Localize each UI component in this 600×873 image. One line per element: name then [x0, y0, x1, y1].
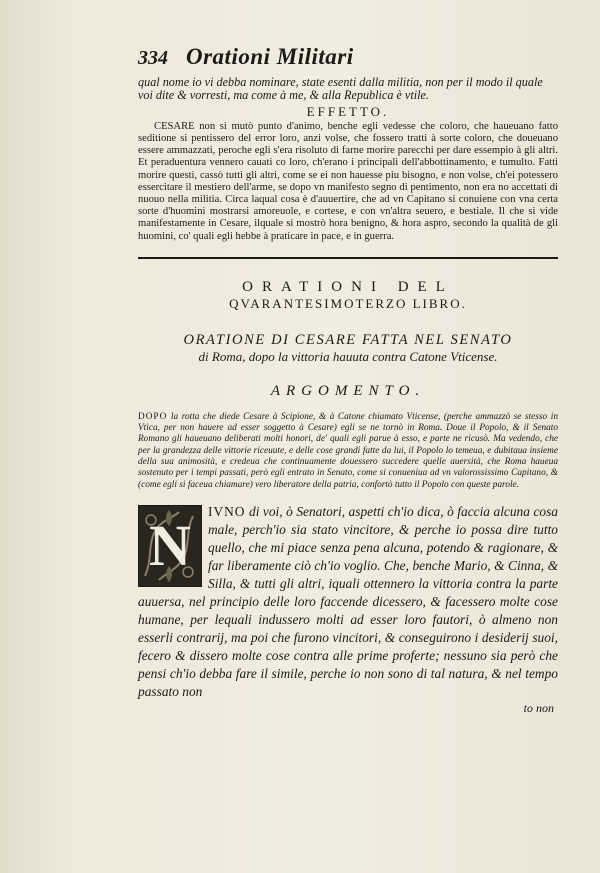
decorated-initial [138, 505, 202, 587]
effetto-paragraph: CESARE non si mutò punto d'animo, benche egli vedesse che coloro, che haueuano fatto seditione si pentissero del error loro, anzi volse, che fossero tratti à sorte coloro, che doueuano essere ammazzati, peroche egli s'era risoluto di farne morire parecchi per dare essempio à gli altri. Et peraduentura vennero cauati co loro, ch'erano i principali dell'abbottinamento, e tumulto. Fatti morire questi, cassò tutti gli altri, come se ei non hauesse piu bisogno, e non volse, ch'ei potessero essercitare il mestiero dell'arme, se dopo vn manifesto segno di pentimento, non era no accettati di nuouo nella militia. Circa laqual cosa è d'auuertire, che ad vn Capitano si conuiene con vna certa sorte d'huomini mostrarsi amoreuole, e cortese, e con vn'altra seuero, e bestiale. Il che si vide manifestamente in Cesare, ilquale si mostrò hora benigno, & hora aspro, secondo la qualità de gli huomini, co' quali egli hebbe à praticare in pace, e in guerra. [138, 120, 558, 242]
page-number: 334 [138, 47, 168, 69]
catchword: to non [523, 700, 554, 715]
section-divider [138, 257, 558, 259]
argomento-heading: ARGOMENTO. [270, 382, 426, 399]
previous-oration-ending: qual nome io vi debba nominare, state esenti dalla militia, non per il modo il quale voi dite & vorresti, ma come à me, & alla Republica è vtile. [138, 75, 543, 103]
effetto-heading: EFFETTO. [306, 103, 390, 119]
page-header [138, 44, 558, 70]
argomento-paragraph [138, 412, 558, 491]
page-content [138, 44, 558, 716]
running-title: Orationi Militari [186, 44, 354, 69]
oration-title: ORATIONE DI CESARE FATTA NEL SENATO [183, 331, 513, 348]
section-title: ORATIONI DEL [242, 278, 454, 295]
oration-text: di voi, ò Senatori, aspetti ch'io dica, ò faccia alcuna cosa male, perch'io sia stato vincitore, & perche io possa dire tutto quello, che mi piace senza pena alcuna, potendo & ragionare, & far liberamente ciò ch'io voglio. Che, benche Mario, & Cinna, & Silla, & tutti gli altri, iquali ottennero la vittoria contra la parte auuersa, nel principio delle loro faccende dicessero, & facessero molte cose humane, per lequali indussero molti ad esser loro fautori, ò almeno non esserli contrarij, ma poi che furono vincitori, & conseguirono i desiderij suoi, fecero & dissero molte cose contra alle prime proferte; nessuno sia però che pensi ch'io debba fare il simile, perche io non sono di tal natura, & nel tempo passato non [138, 503, 558, 699]
argomento-lead: DOPO [138, 411, 168, 422]
oration-subtitle: di Roma, dopo la vittoria hauuta contra Catone Vticense. [198, 348, 498, 364]
argomento-text: la rotta che diede Cesare à Scipione, & à Catone chiamato Vticense, (perche ammazzò se stesso in Vtica, per non hauere ad esser soggetto à Cesare) egli se ne tornò in Roma. Doue il Popolo, & il Senato Romano gli haueuano deliberati molti honori, de' quali egli parue à esso, e parte ne ricusò. Ma vedendo, che per la grandezza delle vittorie riceuute, e delle cose grandi fatte da lui, il Popolo lo temeua, e dubitaua insieme della sua animosità, e credeua che continuamente douessero succedere quelle auersità, che Roma haueua sostenuto per i tempi passati, però egli entrato in Senato, come si conueniua ad vn valorossissimo Capitano, & (come egli si faceua chiamare) vero liberatore della patria, confortò tutto il Popolo con queste parole. [138, 411, 558, 490]
oration-lead: IVNO [208, 503, 246, 519]
initial-letter: N [149, 513, 191, 579]
section-subtitle: QVARANTESIMOTERZO LIBRO. [229, 295, 467, 311]
oration-body [138, 503, 558, 716]
